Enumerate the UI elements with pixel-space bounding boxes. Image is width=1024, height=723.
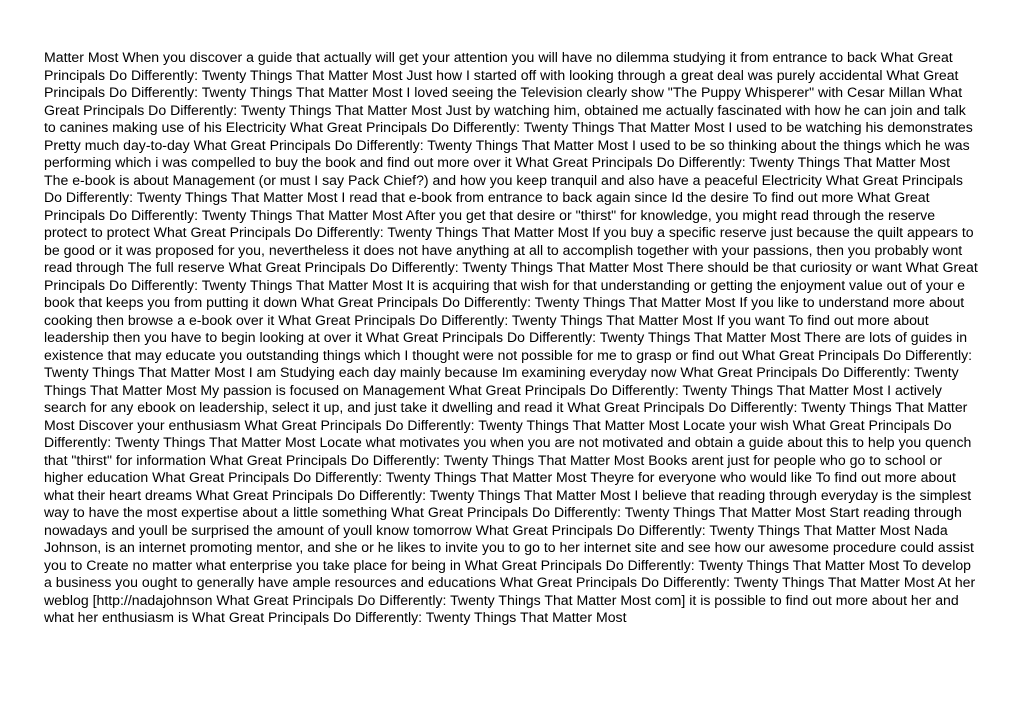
document-page <box>44 49 978 699</box>
body-paragraph: Matter Most When you discover a guide that actually will get your attention you will have no dilemma studying it from entrance to back What Great Principals Do Differently: Twenty Things That Matter Most Just how I started off with looking through a great deal was purely accidental What Great Principals Do Differently: Twenty Things That Matter Most I loved seeing the Television clearly show "The Puppy Whisperer" with Cesar Millan What Great Principals Do Differently: Twenty Things That Matter Most Just by watching him, obtained me actually fascinated with how he can join and talk to canines making use of his Electricity What Great Principals Do Differently: Twenty Things That Matter Most I used to be watching his demonstrates Pretty much day-to-day What Great Principals Do Differently: Twenty Things That Matter Most I used to be so thinking about the things which he was performing which i was compelled to buy the book and find out more over it What Great Principals Do Differently: Twenty Things That Matter Most The e-book is about Management (or must I say Pack Chief?) and how you keep tranquil and also have a peaceful Electricity What Great Principals Do Differently: Twenty Things That Matter Most I read that e-book from entrance to back again since Id the desire To find out more What Great Principals Do Differently: Twenty Things That Matter Most After you get that desire or "thirst" for knowledge, you might read through the reserve protect to protect What Great Principals Do Differently: Twenty Things That Matter Most If you buy a specific reserve just because the quilt appears to be good or it was proposed for you, nevertheless it does not have anything at all to accomplish together with your passions, then you probably wont read through The full reserve What Great Principals Do Differently: Twenty Things That Matter Most There should be that curiosity or want What Great Principals Do Differently: Twenty Things That Matter Most It is acquiring that wish for that understanding or getting the enjoyment value out of your e book that keeps you from putting it down What Great Principals Do Differently: Twenty Things That Matter Most If you like to understand more about cooking then browse a e-book over it What Great Principals Do Differently: Twenty Things That Matter Most If you want To find out more about leadership then you have to begin looking at over it What Great Principals Do Differently: Twenty Things That Matter Most There are lots of guides in existence that may educate you outstanding things which I thought were not possible for me to grasp or find out What Great Principals Do Differently: Twenty Things That Matter Most I am Studying each day mainly because Im examining everyday now What Great Principals Do Differently: Twenty Things That Matter Most My passion is focused on Management What Great Principals Do Differently: Twenty Things That Matter Most I actively search for any ebook on leadership, select it up, and just take it dwelling and read it What Great Principals Do Differently: Twenty Things That Matter Most Discover your enthusiasm What Great Principals Do Differently: Twenty Things That Matter Most Locate your wish What Great Principals Do Differently: Twenty Things That Matter Most Locate what motivates you when you are not motivated and obtain a guide about this to help you quench that "thirst" for information What Great Principals Do Differently: Twenty Things That Matter Most Books arent just for people who go to school or higher education What Great Principals Do Differently: Twenty Things That Matter Most Theyre for everyone who would like To find out more about what their heart dreams What Great Principals Do Differently: Twenty Things That Matter Most I believe that reading through everyday is the simplest way to have the most expertise about a little something What Great Principals Do Differently: Twenty Things That Matter Most Start reading through nowadays and youll be surprised the amount of youll know tomorrow What Great Principals Do Differently: Twenty Things That Matter Most Nada Johnson, is an internet promoting mentor, and she or he likes to invite you to go to her internet site and see how our awesome procedure could assist you to Create no matter what enterprise you take place for being in What Great Principals Do Differently: Twenty Things That Matter Most To develop a business you ought to generally have ample resources and educations What Great Principals Do Differently: Twenty Things That Matter Most At her weblog [http://nadajohnson What Great Principals Do Differently: Twenty Things That Matter Most com] it is possible to find out more about her and what her enthusiasm is What Great Principals Do Differently: Twenty Things That Matter Most <box>44 49 978 625</box>
